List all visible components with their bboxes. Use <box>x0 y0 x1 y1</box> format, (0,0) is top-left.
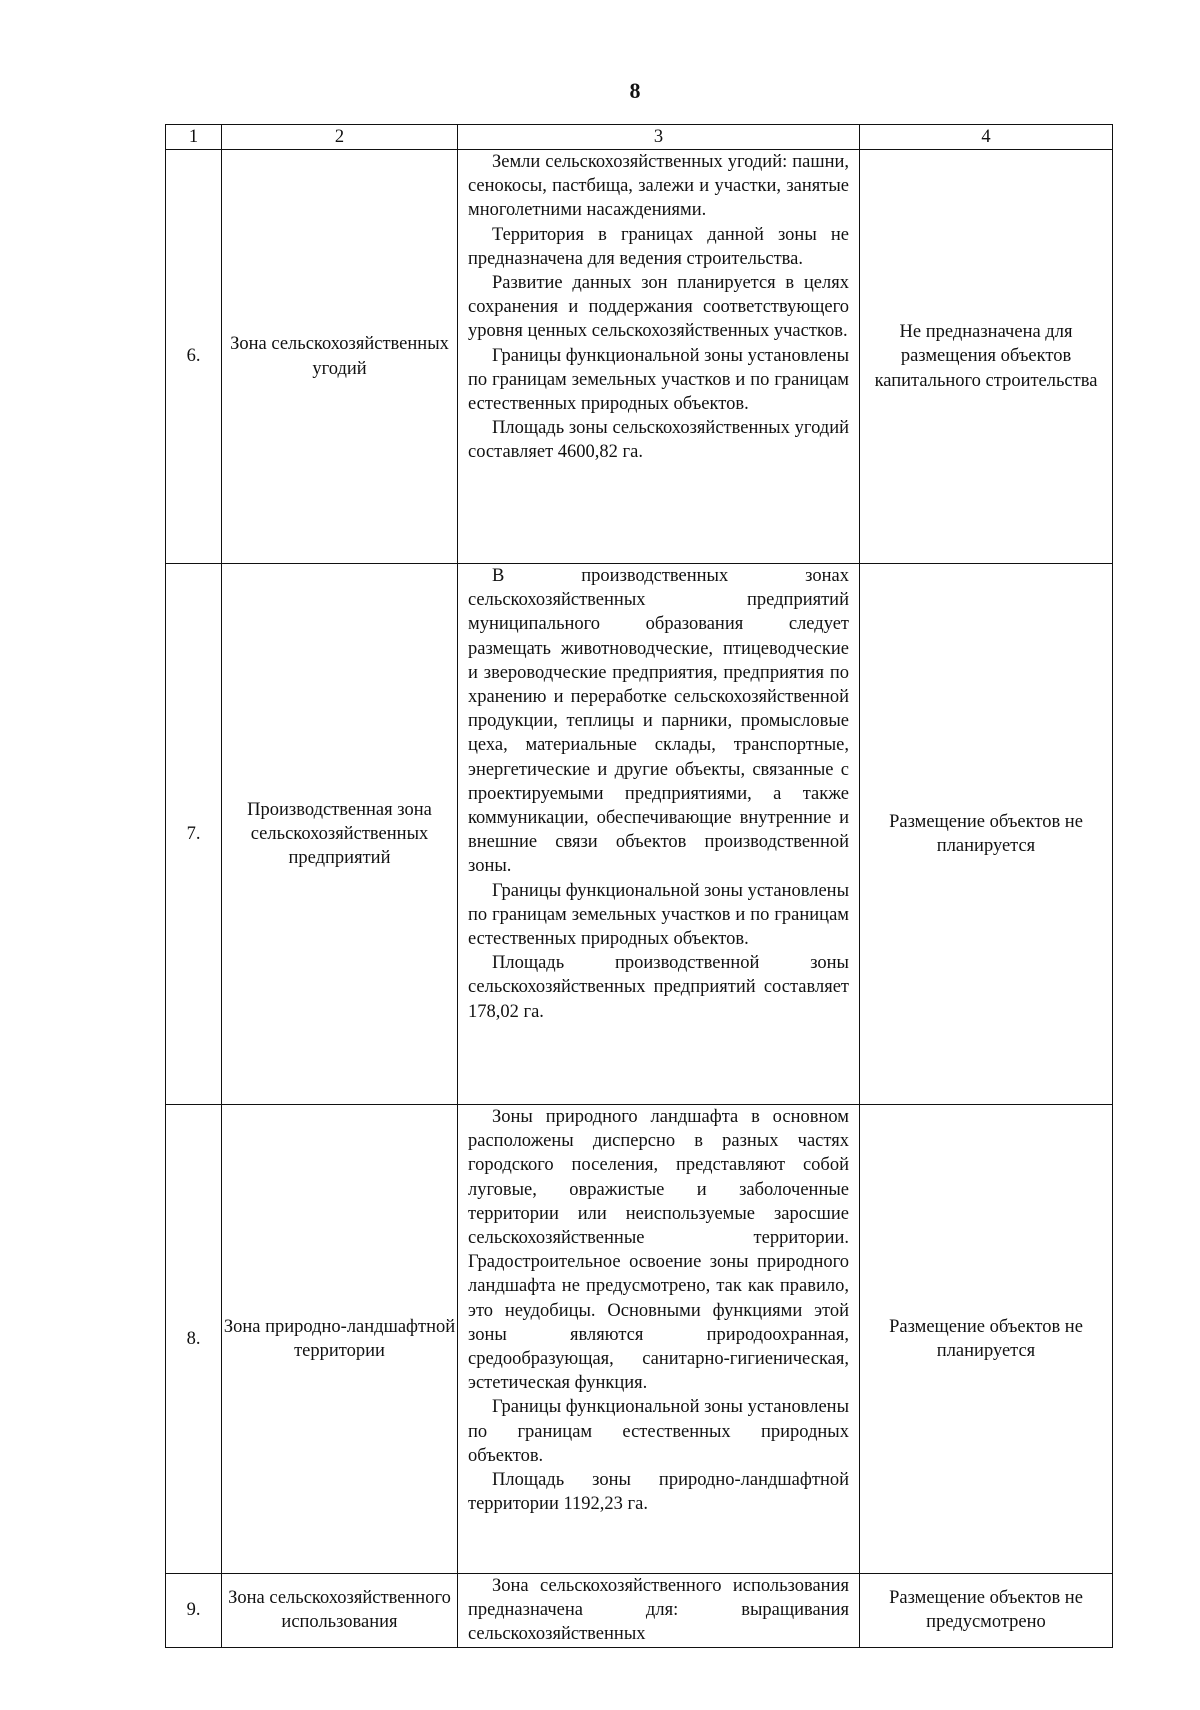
zone-note: Размещение объектов не предусмотрено <box>860 1574 1113 1648</box>
description-paragraph: Земли сельскохозяйственных угодий: пашни, сенокосы, пастбища, залежи и участки, занятые многолетними насаждениями. <box>468 152 849 221</box>
zone-description <box>458 1574 860 1648</box>
zone-description <box>458 150 860 564</box>
header-cell-1: 1 <box>166 125 222 150</box>
zoning-table <box>165 124 1113 1648</box>
row-number: 7. <box>166 564 222 1105</box>
zone-name: Зона природно-ландшафтной территории <box>222 1105 458 1574</box>
zone-note: Не предназначена для размещения объектов капитального строительства <box>860 150 1113 564</box>
table-row-7 <box>166 564 1113 1105</box>
zone-note: Размещение объектов не планируется <box>860 1105 1113 1574</box>
description-paragraph: Границы функциональной зоны установлены по границам естественных природных объектов. <box>468 1397 849 1466</box>
zone-note: Размещение объектов не планируется <box>860 564 1113 1105</box>
table-row-9 <box>166 1574 1113 1648</box>
row-number: 6. <box>166 150 222 564</box>
description-paragraph: Площадь зоны сельскохозяйственных угодий составляет 4600,82 га. <box>468 418 849 463</box>
row-number: 8. <box>166 1105 222 1574</box>
table-header-row <box>166 125 1113 150</box>
description-paragraph: Границы функциональной зоны установлены по границам земельных участков и по границам естественных природных объектов. <box>468 880 849 950</box>
description-paragraph: В производственных зонах сельскохозяйственных предприятий муниципального образования следует размещать животноводческие, птицеводческие и звероводческие предприятия, предприятия по хранению и переработке сельскохозяйственной продукции, теплицы и парники, промысловые цеха, материальные склады, транспортные, энергетические и другие объекты, связанные с проектируемыми предприятиями, а также коммуникации, обеспечивающие внутренние и внешние связи объектов производственной зоны. <box>468 566 849 877</box>
zone-name: Производственная зона сельскохозяйственных предприятий <box>222 564 458 1105</box>
header-cell-4: 4 <box>860 125 1113 150</box>
table-row-8 <box>166 1105 1113 1574</box>
description-paragraph: Зоны природного ландшафта в основном расположены дисперсно в разных частях городского поселения, представляют собой луговые, овражистые и заболоченные территории или неиспользуемые заросшие сельскохозяйственные территории. Градостроительное освоение зоны природного ландшафта не предусмотрено, так как правило, это неудобицы. Основными функциями этой зоны являются природоохранная, средообразующая, санитарно-гигиеническая, эстетическая функция. <box>468 1107 849 1394</box>
header-cell-3: 3 <box>458 125 860 150</box>
zone-description <box>458 564 860 1105</box>
zone-name: Зона сельскохозяйственных угодий <box>222 150 458 564</box>
zone-description <box>458 1105 860 1574</box>
description-paragraph: Зона сельскохозяйственного использования предназначена для: выращивания сельскохозяйственных <box>468 1576 849 1645</box>
table-row-6 <box>166 150 1113 564</box>
description-paragraph: Территория в границах данной зоны не предназначена для ведения строительства. <box>468 224 849 269</box>
header-cell-2: 2 <box>222 125 458 150</box>
description-paragraph: Площадь производственной зоны сельскохозяйственных предприятий составляет 178,02 га. <box>468 953 849 1022</box>
page-number: 8 <box>629 78 641 103</box>
description-paragraph: Площадь зоны природно-ландшафтной территории 1192,23 га. <box>468 1470 849 1515</box>
description-paragraph: Развитие данных зон планируется в целях сохранения и поддержания соответствующего уровня ценных сельскохозяйственных участков. <box>468 273 849 342</box>
description-paragraph: Границы функциональной зоны установлены по границам земельных участков и по границам естественных природных объектов. <box>468 345 849 415</box>
zone-name: Зона сельскохозяйственного использования <box>222 1574 458 1648</box>
row-number: 9. <box>166 1574 222 1648</box>
